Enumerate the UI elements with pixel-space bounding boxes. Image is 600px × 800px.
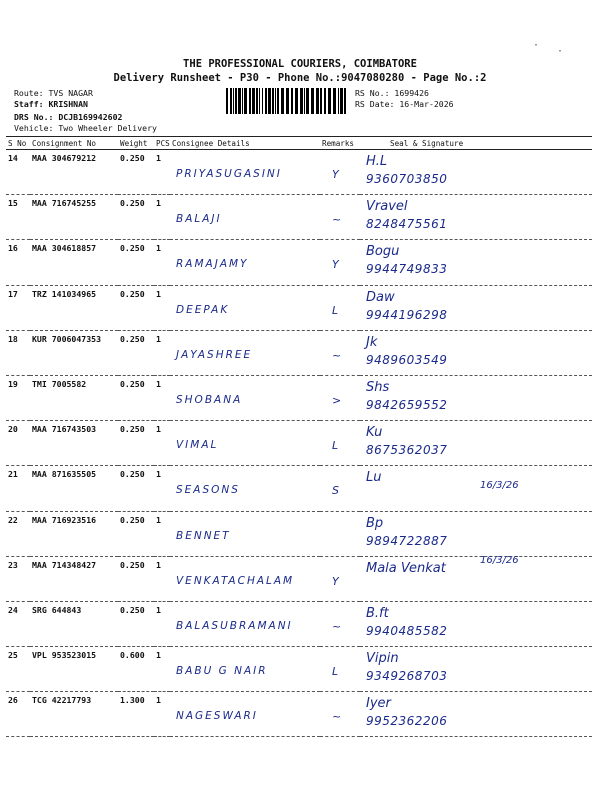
remark-mark: L xyxy=(332,303,339,317)
table-row xyxy=(6,421,592,466)
consignee-name: BALAJI xyxy=(176,213,222,226)
serial-number: 18 xyxy=(6,330,30,375)
pieces-count: 1 xyxy=(154,285,170,330)
remark-mark: ~ xyxy=(332,710,342,724)
barcode-bar xyxy=(249,88,251,114)
remarks-cell xyxy=(320,556,360,601)
serial-number: 16 xyxy=(6,240,30,285)
table-row xyxy=(6,330,592,375)
consignment-number: MAA 716745255 xyxy=(30,195,118,240)
remark-mark: Y xyxy=(332,258,339,272)
barcode-bar xyxy=(286,88,289,114)
receiver-phone: 8675362037 xyxy=(366,443,448,458)
consignee-cell xyxy=(170,601,320,646)
table-row xyxy=(6,195,592,240)
barcode-bar xyxy=(316,88,319,114)
staff-label: Staff: KRISHNAN xyxy=(14,99,88,109)
seal-cell xyxy=(360,375,592,420)
pieces-count: 1 xyxy=(154,150,170,195)
remarks-cell xyxy=(320,240,360,285)
table-row xyxy=(6,556,592,601)
remark-mark: L xyxy=(332,439,339,453)
serial-number: 25 xyxy=(6,647,30,692)
col-sno: S No xyxy=(6,137,30,150)
serial-number: 22 xyxy=(6,511,30,556)
rs-number: RS No.: 1699426 xyxy=(355,88,429,98)
barcode-bar xyxy=(259,88,260,114)
consignment-number: MAA 716923516 xyxy=(30,511,118,556)
table-row xyxy=(6,466,592,511)
receiver-phone: 9842659552 xyxy=(366,397,448,412)
consignment-number: MAA 304679212 xyxy=(30,150,118,195)
consignment-number: VPL 953523015 xyxy=(30,647,118,692)
receiver-phone: 9944196298 xyxy=(366,307,448,322)
consignee-cell xyxy=(170,556,320,601)
rs-date: RS Date: 16-Mar-2026 xyxy=(355,99,454,109)
signature: Iyer xyxy=(366,696,391,712)
table-row xyxy=(6,240,592,285)
consignee-name: RAMAJAMY xyxy=(176,258,249,271)
signature: Shs xyxy=(366,379,390,395)
consignment-number: TCG 42217793 xyxy=(30,692,118,737)
receiver-phone: 9360703850 xyxy=(366,172,448,186)
barcode-bar xyxy=(320,88,322,114)
signature: H.L xyxy=(366,154,388,169)
barcode-bar xyxy=(235,88,237,114)
consignee-name: BABU G NAIR xyxy=(176,665,268,678)
scan-speck: · xyxy=(557,46,564,57)
remarks-cell xyxy=(320,421,360,466)
barcode-bar xyxy=(338,88,339,114)
remarks-cell xyxy=(320,647,360,692)
signature: Jk xyxy=(366,334,378,350)
weight-value: 0.250 xyxy=(118,421,154,466)
seal-cell xyxy=(360,150,592,195)
barcode-bar xyxy=(333,88,336,114)
consignee-cell xyxy=(170,421,320,466)
consignee-cell xyxy=(170,150,320,195)
drs-label: DRS No.: DCJB169942602 xyxy=(14,112,123,122)
remark-mark: > xyxy=(332,393,342,407)
remark-mark: ~ xyxy=(332,213,342,227)
consignee-name: VENKATACHALAM xyxy=(176,574,295,587)
weight-value: 0.250 xyxy=(118,330,154,375)
remarks-cell xyxy=(320,285,360,330)
pieces-count: 1 xyxy=(154,330,170,375)
seal-cell xyxy=(360,647,592,692)
consignee-cell xyxy=(170,330,320,375)
pieces-count: 1 xyxy=(154,601,170,646)
serial-number: 14 xyxy=(6,150,30,195)
route-label: Route: TVS NAGAR xyxy=(14,88,93,98)
pieces-count: 1 xyxy=(154,375,170,420)
barcode-bar xyxy=(328,88,331,114)
consignee-name: JAYASHREE xyxy=(176,348,253,361)
seal-cell xyxy=(360,511,592,556)
delivery-date: 16/3/26 xyxy=(480,480,519,492)
weight-value: 0.250 xyxy=(118,285,154,330)
consignee-name: NAGESWARI xyxy=(176,710,258,723)
table-row xyxy=(6,511,592,556)
col-seal: Seal & Signature xyxy=(360,137,592,150)
consignee-cell xyxy=(170,692,320,737)
barcode-bar xyxy=(304,88,305,114)
consignee-name: BALASUBRAMANI xyxy=(176,619,293,632)
barcode-bar xyxy=(242,88,243,114)
consignee-cell xyxy=(170,240,320,285)
seal-cell xyxy=(360,240,592,285)
barcode-bar xyxy=(281,88,284,114)
barcode-bar xyxy=(340,88,343,114)
consignment-number: TMI 7005582 xyxy=(30,375,118,420)
col-weight: Weight xyxy=(118,137,154,150)
table-row xyxy=(6,375,592,420)
barcode-bar xyxy=(277,88,279,114)
serial-number: 17 xyxy=(6,285,30,330)
remarks-cell xyxy=(320,375,360,420)
barcode-bar xyxy=(230,88,232,114)
col-remarks: Remarks xyxy=(320,137,360,150)
remarks-cell xyxy=(320,330,360,375)
consignee-name: VIMAL xyxy=(176,439,219,452)
signature: Vravel xyxy=(366,199,408,215)
serial-number: 21 xyxy=(6,466,30,511)
signature: Bogu xyxy=(366,244,400,260)
remark-mark: S xyxy=(332,484,339,498)
consignee-cell xyxy=(170,195,320,240)
serial-number: 19 xyxy=(6,375,30,420)
seal-cell xyxy=(360,556,592,601)
table-row xyxy=(6,150,592,195)
signature: Ku xyxy=(366,425,383,441)
table-row xyxy=(6,647,592,692)
signature: Bp xyxy=(366,515,384,531)
remarks-cell xyxy=(320,601,360,646)
remark-mark: L xyxy=(332,665,339,679)
barcode-bar xyxy=(295,88,298,114)
serial-number: 23 xyxy=(6,556,30,601)
consignee-cell xyxy=(170,466,320,511)
seal-cell xyxy=(360,466,592,511)
signature: Vipin xyxy=(366,651,399,667)
pieces-count: 1 xyxy=(154,692,170,737)
consignee-cell xyxy=(170,511,320,556)
col-consignment: Consignment No xyxy=(30,137,118,150)
barcode-bar xyxy=(344,88,346,114)
weight-value: 0.250 xyxy=(118,375,154,420)
pieces-count: 1 xyxy=(154,556,170,601)
col-pcs: PCS xyxy=(156,138,170,148)
consignment-number: KUR 7006047353 xyxy=(30,330,118,375)
receiver-phone: 9952362206 xyxy=(366,714,448,729)
consignee-cell xyxy=(170,375,320,420)
remarks-cell xyxy=(320,195,360,240)
consignment-number: TRZ 141034965 xyxy=(30,285,118,330)
table-row xyxy=(6,285,592,330)
runsheet-subtitle: Delivery Runsheet - P30 - Phone No.:9047080280 - Page No.:2 xyxy=(113,72,487,84)
receiver-phone: 9944749833 xyxy=(366,262,448,277)
barcode-bar xyxy=(252,88,255,114)
barcode-bar xyxy=(272,88,274,114)
signature: Lu xyxy=(366,470,382,486)
barcode-bar xyxy=(244,88,247,114)
consignee-name: SHOBANA xyxy=(176,393,243,406)
seal-cell xyxy=(360,330,592,375)
pieces-count: 1 xyxy=(154,421,170,466)
seal-cell xyxy=(360,421,592,466)
remark-mark: ~ xyxy=(332,348,342,362)
barcode-bar xyxy=(291,88,293,114)
col-consignee: Consignee Details xyxy=(170,137,320,150)
pieces-count: 1 xyxy=(154,511,170,556)
remark-mark: ~ xyxy=(332,619,342,633)
consignment-number: MAA 714348427 xyxy=(30,556,118,601)
barcode-bar xyxy=(324,88,326,114)
receiver-phone: 9489603549 xyxy=(366,352,448,367)
weight-value: 1.300 xyxy=(118,692,154,737)
serial-number: 15 xyxy=(6,195,30,240)
barcode-bar xyxy=(268,88,271,114)
barcode-bar xyxy=(300,88,303,114)
serial-number: 20 xyxy=(6,421,30,466)
barcode xyxy=(226,88,350,114)
remark-mark: Y xyxy=(332,168,339,181)
consignee-name: PRIYASUGASINI xyxy=(176,168,282,180)
consignment-number: SRG 644843 xyxy=(30,601,118,646)
seal-cell xyxy=(360,692,592,737)
seal-cell xyxy=(360,195,592,240)
weight-value: 0.250 xyxy=(118,195,154,240)
weight-value: 0.250 xyxy=(118,601,154,646)
consignee-name: SEASONS xyxy=(176,484,240,497)
pieces-count: 1 xyxy=(154,647,170,692)
barcode-bar xyxy=(311,88,314,114)
serial-number: 26 xyxy=(6,692,30,737)
table-header-row xyxy=(6,137,592,150)
weight-value: 0.250 xyxy=(118,150,154,195)
remark-mark: Y xyxy=(332,574,339,588)
delivery-date: 16/3/26 xyxy=(480,554,519,566)
barcode-bar xyxy=(233,88,234,114)
remarks-cell xyxy=(320,150,360,195)
pieces-count: 1 xyxy=(154,466,170,511)
weight-value: 0.250 xyxy=(118,556,154,601)
signature: B.ft xyxy=(366,605,389,621)
barcode-bar xyxy=(226,88,228,114)
remarks-cell xyxy=(320,692,360,737)
runsheet-table xyxy=(6,136,592,737)
weight-value: 0.250 xyxy=(118,240,154,285)
seal-cell xyxy=(360,601,592,646)
pieces-count: 1 xyxy=(154,240,170,285)
consignment-number: MAA 304618857 xyxy=(30,240,118,285)
remarks-cell xyxy=(320,511,360,556)
seal-cell xyxy=(360,285,592,330)
pieces-count: 1 xyxy=(154,195,170,240)
consignee-cell xyxy=(170,285,320,330)
barcode-bar xyxy=(306,88,309,114)
scan-speck: · xyxy=(533,40,540,51)
serial-number: 24 xyxy=(6,601,30,646)
signature: Daw xyxy=(366,289,395,305)
barcode-bar xyxy=(275,88,276,114)
receiver-phone: 9894722887 xyxy=(366,533,448,548)
company-title: THE PROFESSIONAL COURIERS, COIMBATORE xyxy=(183,58,417,70)
weight-value: 0.250 xyxy=(118,466,154,511)
consignee-name: BENNET xyxy=(176,529,231,542)
vehicle-label: Vehicle: Two Wheeler Delivery xyxy=(14,123,157,133)
consignee-cell xyxy=(170,647,320,692)
consignment-number: MAA 871635505 xyxy=(30,466,118,511)
consignment-number: MAA 716743503 xyxy=(30,421,118,466)
receiver-phone: 9349268703 xyxy=(366,669,448,684)
barcode-bar xyxy=(256,88,258,114)
weight-value: 0.250 xyxy=(118,511,154,556)
table-row xyxy=(6,601,592,646)
barcode-bar xyxy=(238,88,241,114)
weight-value: 0.600 xyxy=(118,647,154,692)
table-row xyxy=(6,692,592,737)
barcode-bar xyxy=(265,88,267,114)
signature: Mala Venkat xyxy=(366,560,446,576)
barcode-bar xyxy=(262,88,263,114)
consignee-name: DEEPAK xyxy=(176,303,230,316)
remarks-cell xyxy=(320,466,360,511)
receiver-phone: 9940485582 xyxy=(366,623,448,638)
receiver-phone: 8248475561 xyxy=(366,217,448,232)
